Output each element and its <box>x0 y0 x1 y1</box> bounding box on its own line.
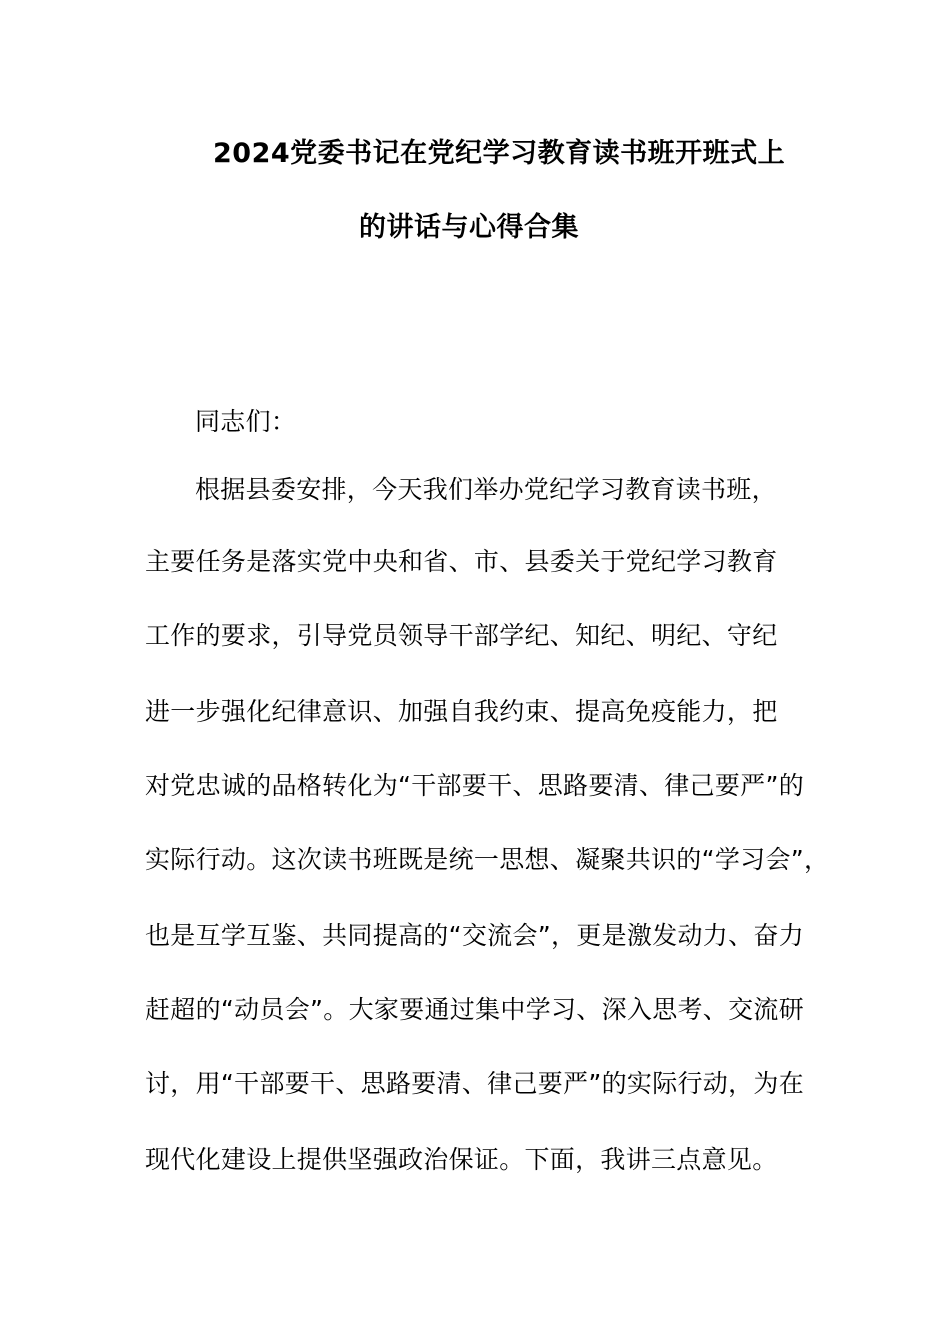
document-title-line-1: 2024党委书记在党纪学习教育读书班开班式上 <box>213 138 786 169</box>
paragraph-line: 讨，用“干部要干、思路要清、律己要严”的实际行动，为在 <box>145 1069 805 1098</box>
paragraph-line: 主要任务是落实党中央和省、市、县委关于党纪学习教育 <box>145 547 778 576</box>
paragraph-line: 也是互学互鉴、共同提高的“交流会”，更是激发动力、奋力 <box>145 921 805 950</box>
salutation: 同志们： <box>195 407 297 436</box>
paragraph-line: 根据县委安排，今天我们举办党纪学习教育读书班， <box>195 475 777 504</box>
paragraph-line: 现代化建设上提供坚强政治保证。下面，我讲三点意见。 <box>145 1145 778 1174</box>
paragraph-line: 进一步强化纪律意识、加强自我约束、提高免疫能力，把 <box>145 697 778 726</box>
paragraph-line: 对党忠诚的品格转化为“干部要干、思路要清、律己要严”的 <box>145 771 805 800</box>
paragraph-line: 实际行动。这次读书班既是统一思想、凝聚共识的“学习会”， <box>145 845 830 874</box>
paragraph-line: 赶超的“动员会”。大家要通过集中学习、深入思考、交流研 <box>145 995 805 1024</box>
paragraph-line: 工作的要求，引导党员领导干部学纪、知纪、明纪、守纪 <box>145 621 778 650</box>
document-title-line-2: 的讲话与心得合集 <box>359 212 579 243</box>
